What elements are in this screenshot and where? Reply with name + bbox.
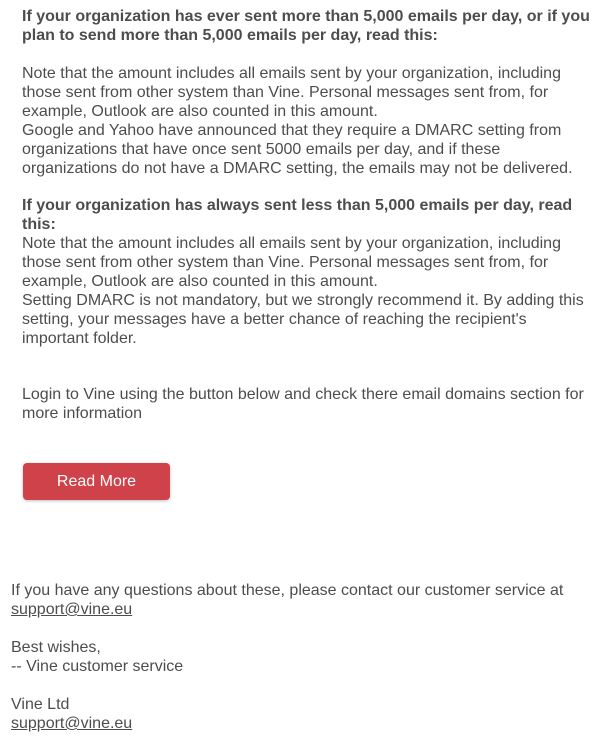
footer-greeting: Best wishes,	[11, 639, 101, 656]
section-under-5000-heading: If your organization has always sent less than 5,000 emails per day, read this:	[22, 197, 573, 233]
section-under-5000-note: Note that the amount includes all emails sent by your organization, including those sent from other system than Vine. Personal messages sent from, for example, Outlook are also counted in this amount.	[22, 235, 561, 290]
footer-questions: If you have any questions about these, please contact our customer service at	[11, 582, 564, 599]
footer-signature: -- Vine customer service	[11, 658, 184, 675]
section-over-5000	[22, 7, 592, 178]
footer-company: Vine Ltd	[11, 696, 70, 713]
read-more-button[interactable]: Read More	[23, 463, 170, 500]
section-over-5000-dmarc-info: Google and Yahoo have announced that they require a DMARC setting from organizations that have once sent 5000 emails per day, and if these organizations do not have a DMARC setting, the emails may not be delivered.	[22, 122, 573, 177]
footer	[11, 581, 596, 733]
section-under-5000	[22, 196, 592, 348]
login-instructions-text: Login to Vine using the button below and check there email domains section for more information	[22, 386, 584, 422]
section-over-5000-heading: If your organization has ever sent more than 5,000 emails per day, or if you plan to send more than 5,000 emails per day, read this:	[22, 8, 590, 44]
support-email-link[interactable]: support@vine.eu	[11, 601, 133, 618]
section-over-5000-note: Note that the amount includes all emails sent by your organization, including those sent from other system than Vine. Personal messages sent from, for example, Outlook are also counted in this amount.	[22, 65, 561, 120]
company-email-link[interactable]: support@vine.eu	[11, 715, 133, 732]
section-under-5000-dmarc-info: Setting DMARC is not mandatory, but we strongly recommend it. By adding this setting, your messages have a better chance of reaching the recipient's important folder.	[22, 292, 584, 347]
login-instructions	[22, 385, 592, 423]
